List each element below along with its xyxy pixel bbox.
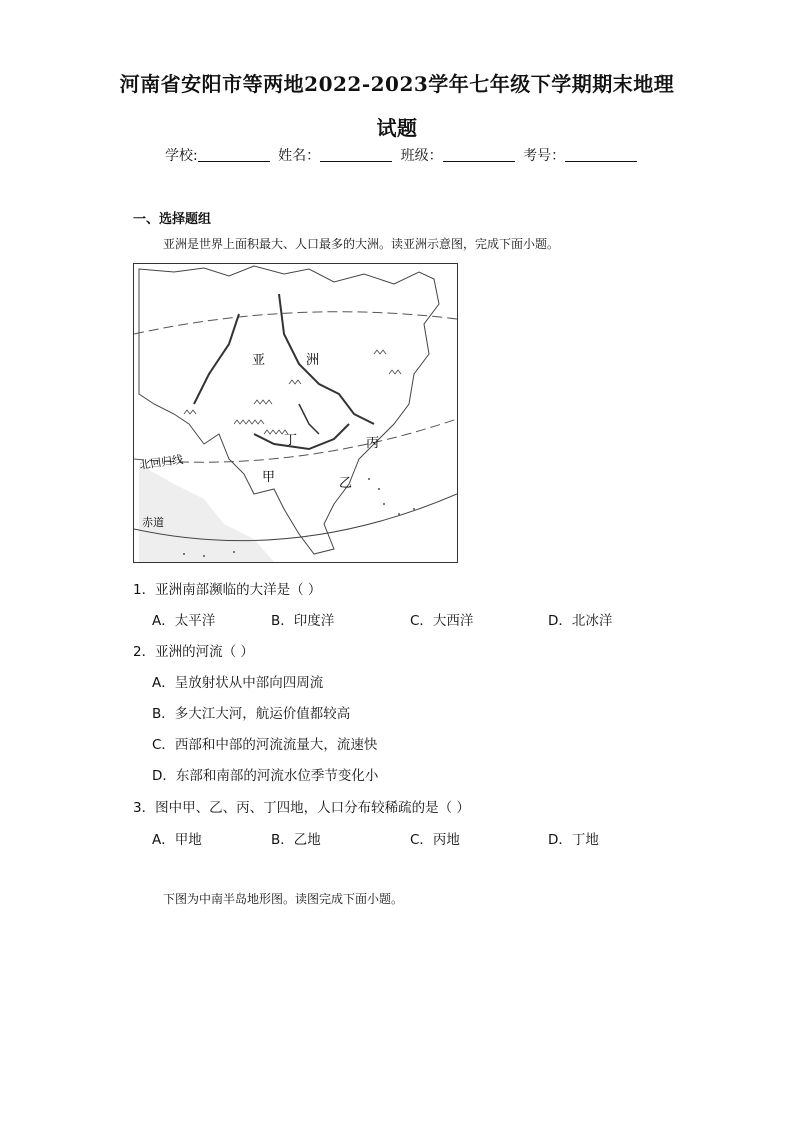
section-heading: 一、选择题组: [133, 212, 212, 227]
class-blank: [443, 147, 515, 162]
student-info-row: [165, 145, 637, 165]
q2-option-d[interactable]: D．东部和南部的河流水位季节变化小: [152, 768, 379, 784]
map-label-jia: 甲: [262, 470, 276, 485]
q1-option-c[interactable]: C．大西洋: [410, 613, 474, 629]
q1-option-a[interactable]: A．太平洋: [152, 613, 216, 629]
question-group-intro: 亚洲是世界上面积最大、人口最多的大洲。读亚洲示意图，完成下面小题。: [163, 237, 560, 251]
q1-option-b[interactable]: B．印度洋: [271, 613, 335, 629]
q1-option-d[interactable]: D．北冰洋: [548, 613, 613, 629]
name-blank: [320, 147, 392, 162]
question-group-intro-2: 下图为中南半岛地形图。读图完成下面小题。: [163, 892, 404, 906]
asia-map: [133, 263, 458, 563]
exam-no-blank: [565, 147, 637, 162]
q3-option-b[interactable]: B．乙地: [271, 832, 321, 848]
school-blank: [198, 147, 270, 162]
asia-map-drawing: [134, 264, 457, 562]
q2-option-a[interactable]: A．呈放射状从中部向四周流: [152, 675, 324, 691]
class-label: 班级：: [400, 148, 443, 164]
q3-option-d[interactable]: D．丁地: [548, 832, 599, 848]
q3-option-c[interactable]: C．丙地: [410, 832, 460, 848]
question-2-stem: 2．亚洲的河流（ ）: [133, 644, 254, 660]
name-label: 姓名：: [278, 148, 321, 164]
q3-option-a[interactable]: A．甲地: [152, 832, 202, 848]
map-label-ding: 丁: [284, 433, 298, 448]
map-label-yi: 乙: [339, 476, 353, 491]
map-label-zhou: 洲: [306, 353, 320, 368]
question-1-stem: 1．亚洲南部濒临的大洋是（ ）: [133, 582, 322, 598]
map-label-bing: 丙: [366, 436, 380, 451]
q2-option-b[interactable]: B．多大江大河，航运价值都较高: [152, 706, 351, 722]
map-label-equator: 赤道: [142, 516, 164, 529]
q2-option-c[interactable]: C．西部和中部的河流流量大，流速快: [152, 737, 378, 753]
map-label-tropic: 北回归线: [138, 452, 184, 472]
page-title-line2: 试题: [376, 116, 418, 140]
question-3-stem: 3．图中甲、乙、丙、丁四地，人口分布较稀疏的是（ ）: [133, 800, 470, 816]
map-label-ya: 亚: [252, 353, 266, 368]
page-title: 河南省安阳市等两地2022-2023学年七年级下学期期末地理: [119, 72, 675, 96]
exam-no-label: 考号：: [523, 148, 566, 164]
school-label: 学校:: [165, 148, 198, 164]
